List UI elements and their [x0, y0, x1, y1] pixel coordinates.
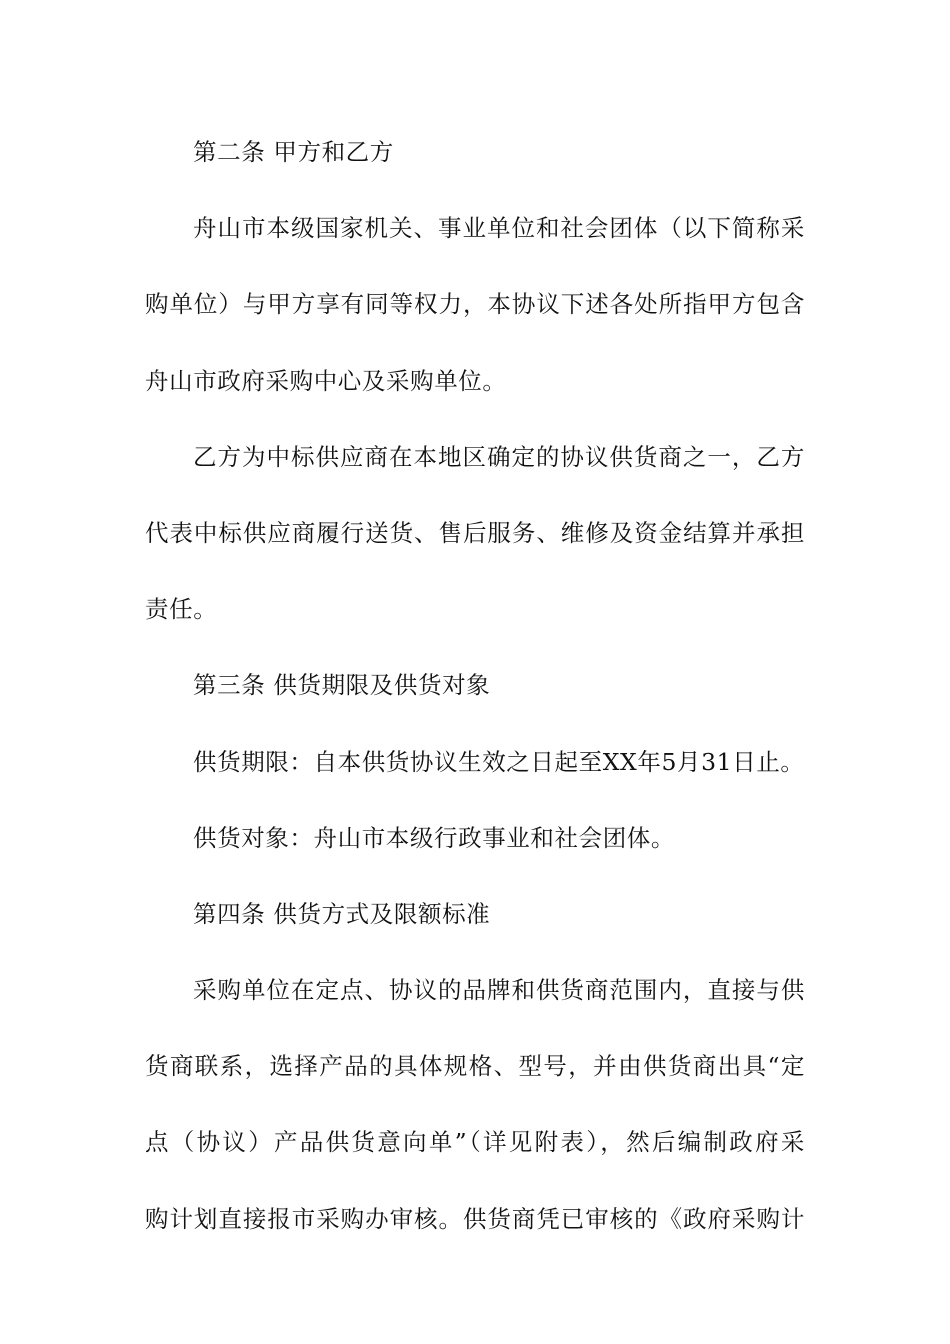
paragraph-line: 舟山市本级国家机关、事业单位和社会团体（以下简称采 — [193, 214, 805, 243]
document-body — [145, 124, 805, 1267]
article-3-heading: 第三条 供货期限及供货对象 — [193, 671, 491, 700]
paragraph-line: 购单位）与甲方享有同等权力，本协议下述各处所指甲方包含 — [145, 290, 805, 319]
supply-period-line: 供货期限：自本供货协议生效之日起至XX年5月31日止。 — [193, 747, 805, 776]
paragraph-line: 购计划直接报市采购办审核。供货商凭已审核的《政府采购计 — [145, 1204, 805, 1233]
article-4-heading: 第四条 供货方式及限额标准 — [193, 899, 491, 928]
supply-target-line: 供货对象：舟山市本级行政事业和社会团体。 — [193, 823, 675, 852]
paragraph-line: 采购单位在定点、协议的品牌和供货商范围内，直接与供 — [193, 976, 805, 1005]
paragraph-line: 责任。 — [145, 595, 218, 624]
paragraph-line: 乙方为中标供应商在本地区确定的协议供货商之一，乙方 — [193, 442, 805, 471]
paragraph-line: 点（协议）产品供货意向单”（详见附表），然后编制政府采 — [145, 1128, 805, 1157]
paragraph-line: 代表中标供应商履行送货、售后服务、维修及资金结算并承担 — [145, 518, 805, 547]
article-2-heading: 第二条 甲方和乙方 — [193, 138, 394, 166]
paragraph-line: 货商联系，选择产品的具体规格、型号，并由供货商出具“定 — [145, 1052, 805, 1081]
paragraph-line: 舟山市政府采购中心及采购单位。 — [145, 366, 507, 395]
